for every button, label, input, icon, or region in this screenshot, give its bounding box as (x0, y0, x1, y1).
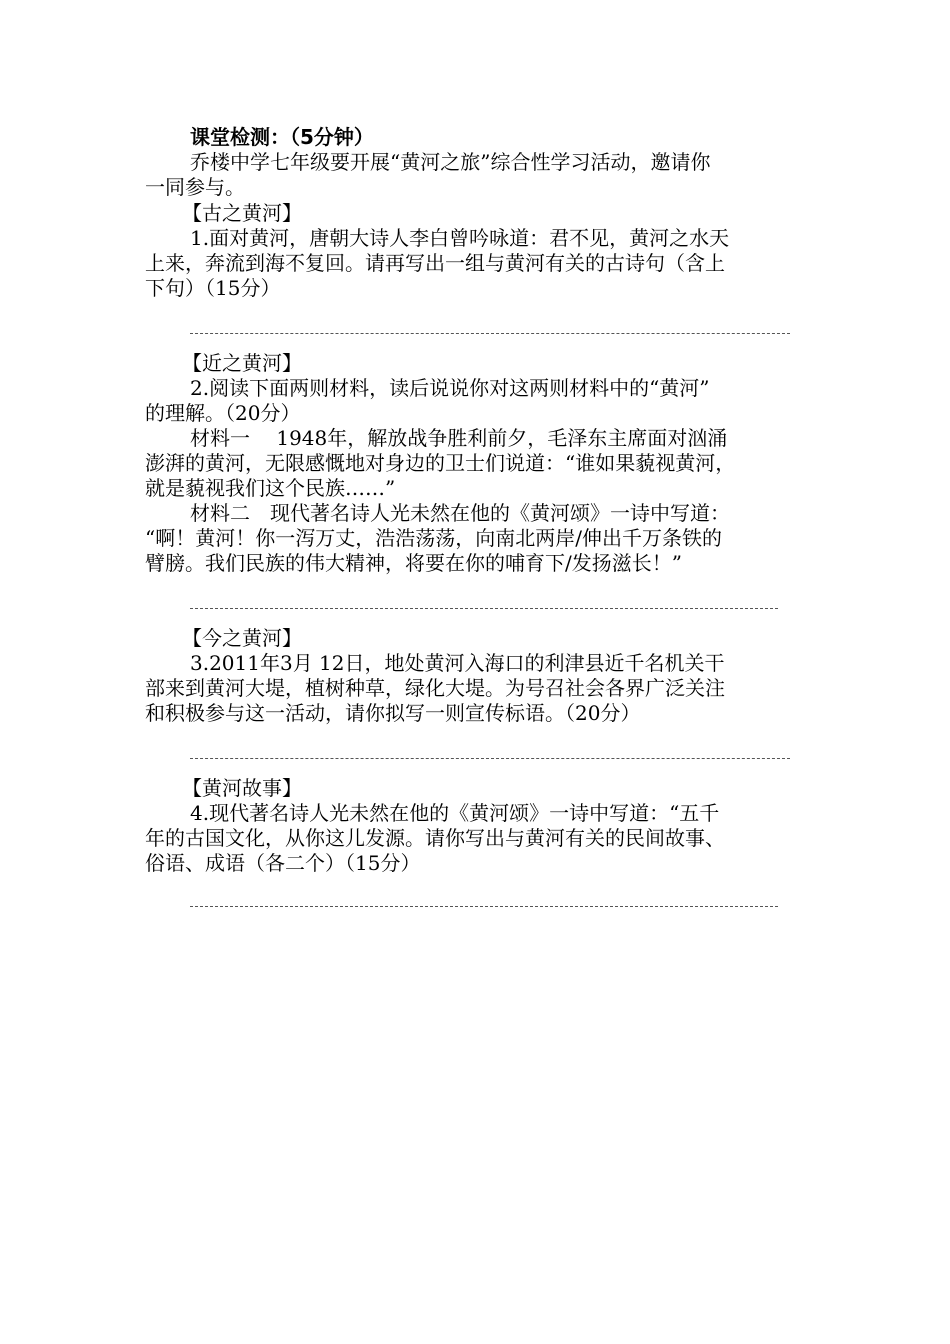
material-line: 材料一 1948年，解放战争胜利前夕，毛泽东主席面对汹涌 (190, 426, 728, 450)
question-line: 部来到黄河大堤，植树种草，绿化大堤。为号召社会各界广泛关注 (145, 676, 725, 700)
answer-line[interactable] (190, 758, 790, 759)
question-line: 和积极参与这一活动，请你拟写一则宣传标语。（20分） (145, 701, 641, 725)
material-line: 就是藐视我们这个民族……” (145, 476, 396, 500)
material-line: 材料二 现代著名诗人光未然在他的《黄河颂》一诗中写道： (190, 501, 730, 525)
question-line: 2.阅读下面两则材料，读后说说你对这两则材料中的“黄河” (190, 376, 710, 400)
answer-line[interactable] (190, 333, 790, 334)
material-line: 澎湃的黄河，无限感慨地对身边的卫士们说道：“谁如果藐视黄河， (145, 451, 736, 475)
material-line: 臂膀。我们民族的伟大精神，将要在你的哺育下/发扬滋长！” (145, 551, 682, 575)
section-header-stories: 【黄河故事】 (182, 776, 302, 800)
intro-line-1: 乔楼中学七年级要开展“黄河之旅”综合性学习活动，邀请你 (190, 150, 711, 174)
question-line: 俗语、成语（各二个）（15分） (145, 851, 421, 875)
question-line: 4.现代著名诗人光未然在他的《黄河颂》一诗中写道：“五千 (190, 801, 720, 825)
question-line: 的理解。（20分） (145, 401, 301, 425)
page-title: 课堂检测：（5分钟） (190, 125, 374, 149)
section-header-ancient: 【古之黄河】 (182, 201, 302, 225)
question-line: 年的古国文化，从你这儿发源。请你写出与黄河有关的民间故事、 (145, 826, 725, 850)
question-line: 3.2011年3月 12日，地处黄河入海口的利津县近千名机关干 (190, 651, 725, 675)
section-header-present: 【今之黄河】 (182, 626, 302, 650)
section-header-modern: 【近之黄河】 (182, 351, 302, 375)
question-line: 上来，奔流到海不复回。请再写出一组与黄河有关的古诗句（含上 (145, 251, 725, 275)
intro-line-2: 一同参与。 (145, 175, 245, 199)
material-line: “啊！黄河！你一泻万丈，浩浩荡荡，向南北两岸/伸出千万条铁的 (145, 526, 722, 550)
question-line: 1.面对黄河，唐朝大诗人李白曾吟咏道：君不见，黄河之水天 (190, 226, 730, 250)
question-line: 下句）（15分） (145, 276, 281, 300)
answer-line[interactable] (190, 906, 778, 907)
answer-line[interactable] (190, 608, 778, 609)
